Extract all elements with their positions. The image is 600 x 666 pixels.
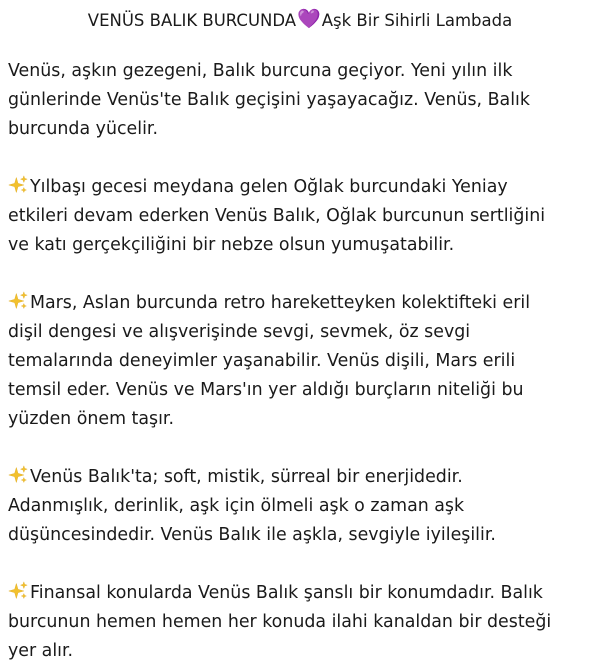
sparkles-icon [8,291,28,311]
paragraph-line [8,608,592,637]
sparkles-icon [8,465,28,485]
paragraph-line [8,86,592,115]
title-text-part-2: Aşk Bir Sihirli Lambada [321,10,513,30]
line-text: Mars, Aslan burcunda retro hareketteyken kolektifteki eril [30,293,531,313]
line-text: dişil dengesi ve alışverişinde sevgi, sevmek, öz sevgi [8,322,471,342]
line-text: günlerinde Venüs'te Balık geçişini yaşayacağız. Venüs, Balık [8,90,530,110]
paragraph-line [8,405,592,434]
paragraph-line [8,579,592,608]
paragraph-line [8,492,592,521]
line-text: yüzden önem taşır. [8,409,175,429]
paragraph-line [8,202,592,231]
line-text: temalarında deneyimler yaşanabilir. Venüs dişili, Mars erili [8,351,516,371]
purple-heart-icon: 💜 [297,7,321,30]
line-text: Venüs, aşkın gezegeni, Balık burcuna geçiyor. Yeni yılın ilk [8,61,513,81]
sparkles-icon [8,175,28,195]
sparkles-icon [8,581,28,601]
paragraph-line [8,115,592,144]
line-text: burcunda yücelir. [8,119,158,139]
paragraph-line [8,521,592,550]
line-text: Yılbaşı gecesi meydana gelen Oğlak burcundaki Yeniay [30,177,508,197]
paragraph-line [8,57,592,86]
paragraph [8,289,592,434]
post-title [8,0,592,40]
paragraph-line [8,347,592,376]
line-text: Venüs Balık'ta; soft, mistik, sürreal bir enerjidedir. [30,467,463,487]
line-text: yer alır. [8,641,74,661]
paragraph-line [8,289,592,318]
post-body [8,57,592,666]
title-text-part-1: VENÜS BALIK BURCUNDA [87,10,297,30]
paragraph-line [8,318,592,347]
line-text: düşüncesindedir. Venüs Balık ile aşkla, sevgiyle iyileşilir. [8,525,496,545]
line-text: burcunun hemen hemen her konuda ilahi kanaldan bir desteği [8,612,552,632]
paragraph [8,463,592,550]
line-text: Finansal konularda Venüs Balık şanslı bir konumdadır. Balık [30,583,543,603]
paragraph [8,579,592,666]
paragraph-line [8,463,592,492]
paragraph-line [8,637,592,666]
paragraph-line [8,173,592,202]
paragraph-line [8,231,592,260]
line-text: etkileri devam ederken Venüs Balık, Oğlak burcunun sertliğini [8,206,546,226]
paragraph [8,173,592,260]
line-text: Adanmışlık, derinlik, aşk için ölmeli aşk o zaman aşk [8,496,465,516]
line-text: temsil eder. Venüs ve Mars'ın yer aldığı burçların niteliği bu [8,380,524,400]
paragraph [8,57,592,144]
line-text: ve katı gerçekçiliğini bir nebze olsun yumuşatabilir. [8,235,455,255]
paragraph-line [8,376,592,405]
